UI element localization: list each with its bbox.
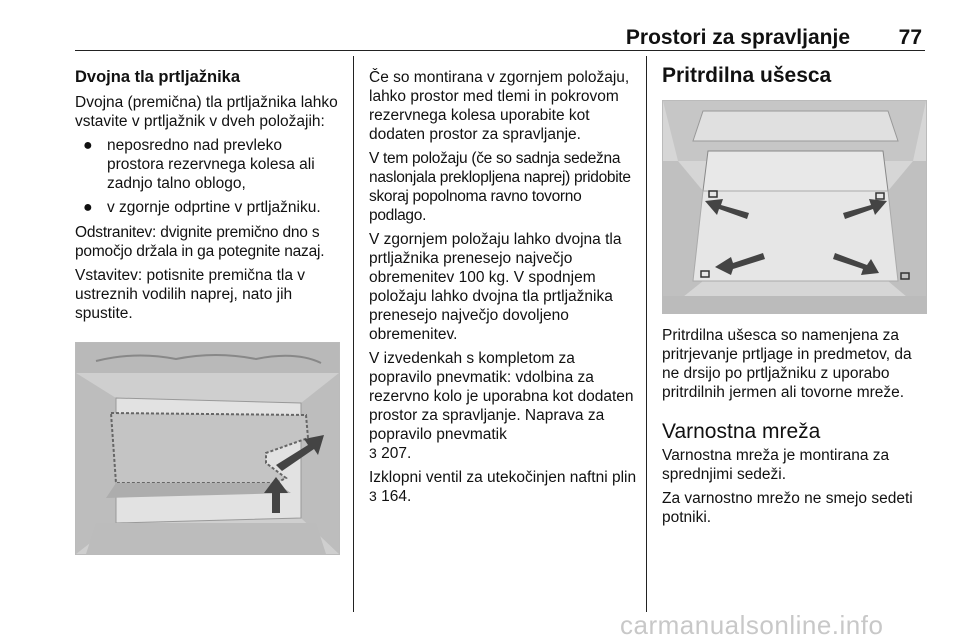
paragraph: V zgornjem položaju lahko dvojna tla prtljažnika prenesejo največjo obremenitev 100 kg. V spodnjem položaju lahko dvojna tla prtljažnika prenesejo največjo dovoljeno obremenitev. xyxy=(369,231,622,343)
paragraph: V izvedenkah s kompletom za popravilo pnevmatik: vdolbina za rezervno kolo je uporabna kot dodaten prostor za spravljanje. Naprava za popravilo pnevmatik 3 207. xyxy=(369,350,634,462)
column-3-lower xyxy=(662,326,930,532)
tie-down-eyes-illustration xyxy=(663,101,926,313)
list-item: ● neposredno nad prevleko prostora rezervnega kolesa ali zadnjo talno oblogo, xyxy=(83,137,315,192)
page-header-title: Prostori za spravljanje xyxy=(625,26,850,49)
paragraph: Varnostna mreža je montirana za sprednjimi sedeži. xyxy=(662,447,890,483)
page-reference: 207. xyxy=(381,445,412,462)
installation-paragraph: Vstavitev: potisnite premična tla v ustreznih vodilih naprej, nato jih spustite. xyxy=(75,267,306,322)
column-3 xyxy=(662,66,930,101)
figure-tie-down-eyes xyxy=(662,100,927,314)
intro-paragraph: Dvojna (premična) tla prtljažnika lahko vstavite v prtljažnik v dveh položajih: xyxy=(75,94,338,130)
trunk-floor-illustration xyxy=(76,343,339,554)
page-reference-icon: 3 xyxy=(369,445,377,461)
paragraph: Izklopni ventil za utekočinjen naftni plin 3 164. xyxy=(369,469,637,505)
position-list xyxy=(75,136,343,217)
page-reference-icon: 3 xyxy=(369,488,377,504)
figure-trunk-floor xyxy=(75,342,340,555)
removal-paragraph: Odstranitev: dvignite premično dno s pomočjo držala in ga potegnite nazaj. xyxy=(75,224,325,260)
paragraph: V tem položaju (če so sadnja sedežna naslonjala preklopljena naprej) pridobite skoraj popolnoma ravno tovorno podlago. xyxy=(369,150,631,224)
section-heading-tie-down-eyes: Pritrdilna ušesca xyxy=(662,64,832,87)
column-2 xyxy=(369,68,637,511)
list-item: ● v zgornje odprtine v prtljažniku. xyxy=(83,199,321,216)
paragraph: Pritrdilna ušesca so namenjena za pritrjevanje prtljage in predmetov, da ne drsijo po prtljažniku z uporabo pritrdilnih jermen ali tovorne mreže. xyxy=(662,327,912,401)
section-heading-double-floor: Dvojna tla prtljažnika xyxy=(75,68,241,86)
paragraph: Za varnostno mrežo ne smejo sedeti potniki. xyxy=(662,490,913,526)
bullet-icon: ● xyxy=(83,137,93,154)
page-number: 77 xyxy=(898,26,922,49)
watermark: carmanualsonline.info xyxy=(620,610,884,640)
header-rule xyxy=(75,50,925,51)
section-heading-safety-net: Varnostna mreža xyxy=(662,420,821,443)
page-reference: 164. xyxy=(381,488,412,505)
bullet-icon: ● xyxy=(83,199,93,216)
column-1 xyxy=(75,68,343,328)
column-divider-2 xyxy=(646,56,647,612)
column-divider-1 xyxy=(353,56,354,612)
paragraph: Če so montirana v zgornjem položaju, lahko prostor med tlemi in pokrovom rezervnega kolesa uporabite kot dodaten prostor za spravljanje. xyxy=(369,69,630,143)
